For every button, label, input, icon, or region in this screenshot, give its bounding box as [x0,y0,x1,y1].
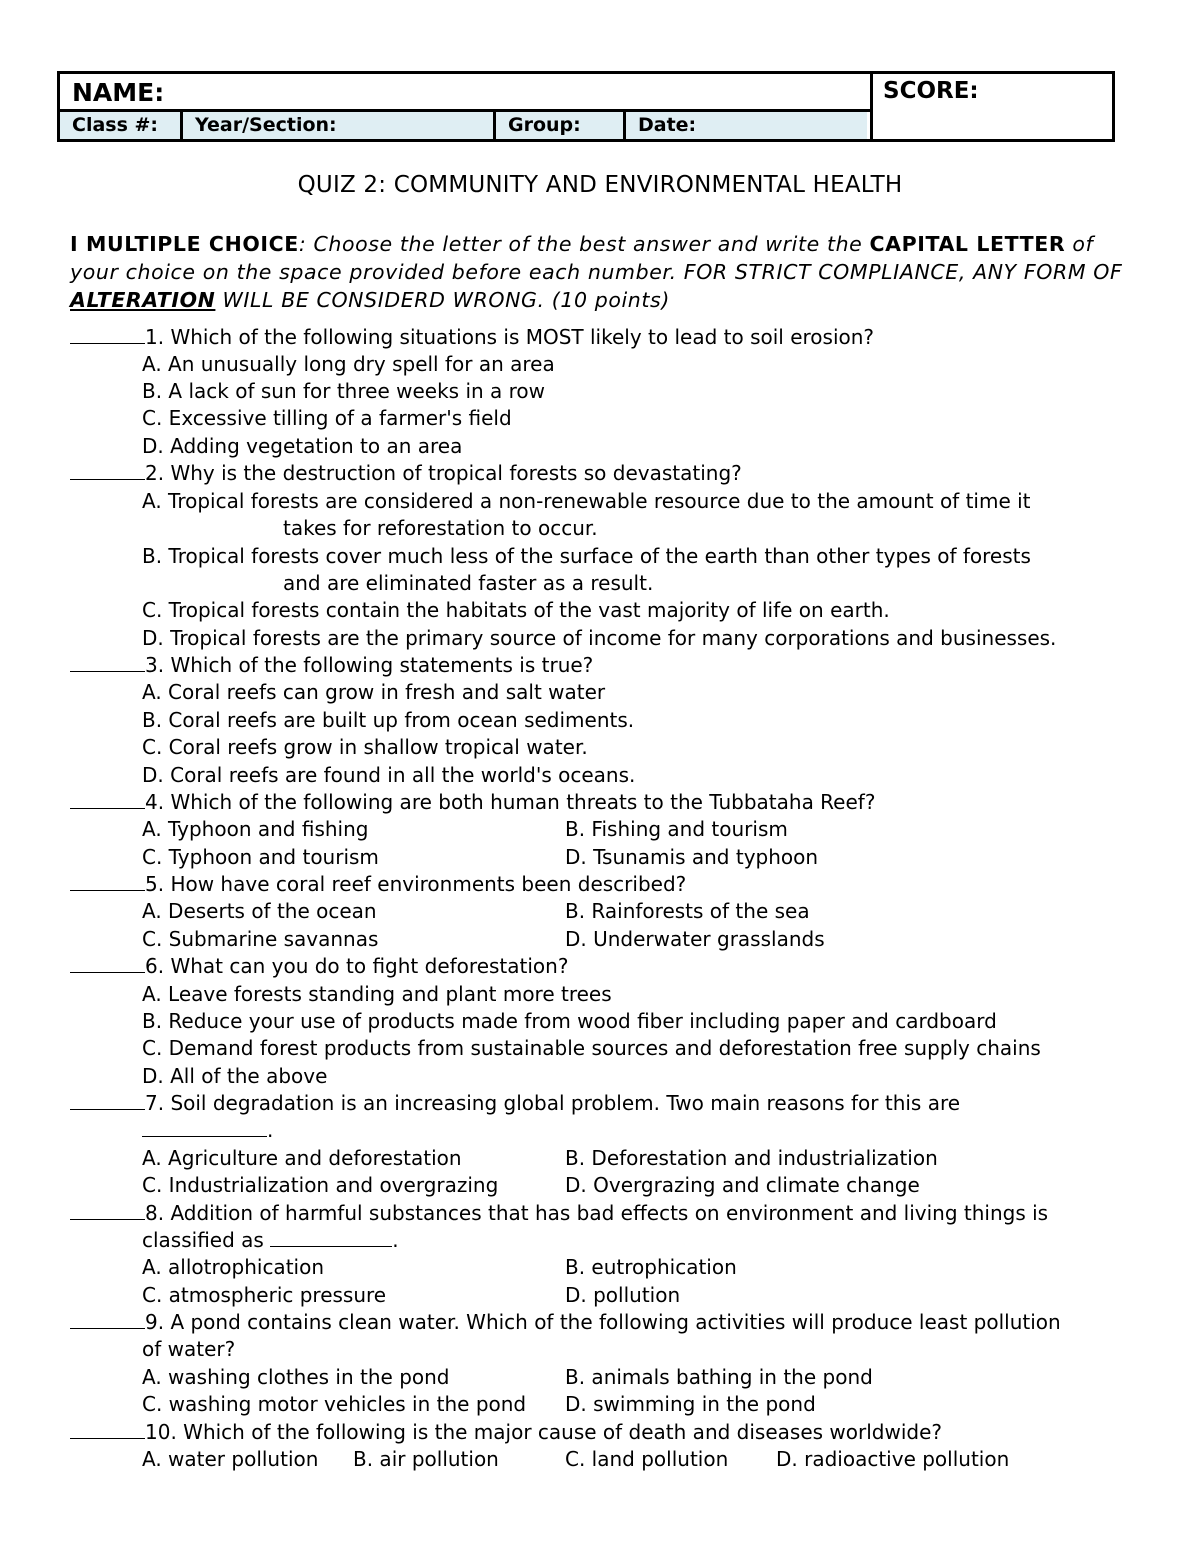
question-8-cont: classified as . [142,1228,399,1252]
answer-blank[interactable] [70,653,145,672]
question-4 [70,790,875,814]
choice-2a: A. Tropical forests are considered a non-renewable resource due to the amount of time it [142,489,1031,513]
choice-5c: C. Submarine savannas [142,927,379,951]
question-text: 3. Which of the following statements is true? [145,653,594,677]
question-1 [70,325,874,349]
question-7 [70,1091,960,1115]
choice-9d: D. swimming in the pond [565,1392,816,1416]
choice-5d: D. Underwater grasslands [565,927,825,951]
fill-blank-8[interactable] [270,1230,392,1247]
name-label: NAME: [72,78,165,107]
choice-3b: B. Coral reefs are built up from ocean sediments. [142,708,635,732]
choice-10c: C. land pollution [565,1447,729,1471]
choice-4b: B. Fishing and tourism [565,817,788,841]
instructions [70,230,1140,314]
year-section-field[interactable]: Year/Section: [183,112,496,139]
choice-1b: B. A lack of sun for three weeks in a row [142,379,546,403]
choice-9b: B. animals bathing in the pond [565,1365,873,1389]
choice-4a: A. Typhoon and fishing [142,817,369,841]
choice-8d: D. pollution [565,1283,681,1307]
instructions-text: WILL BE CONSIDERD WRONG. (10 points) [215,288,670,312]
question-text: 4. Which of the following are both human threats to the Tubbataha Reef? [145,790,876,814]
choice-4d: D. Tsunamis and typhoon [565,845,819,869]
fill-blank-7[interactable]: . [142,1118,273,1142]
question-text: 7. Soil degradation is an increasing global problem. Two main reasons for this are [145,1091,961,1115]
choice-7a: A. Agriculture and deforestation [142,1146,462,1170]
answer-blank[interactable] [70,325,145,344]
choice-3a: A. Coral reefs can grow in fresh and salt water [142,680,606,704]
question-text: 10. Which of the following is the major cause of death and diseases worldwide? [145,1420,943,1444]
score-field[interactable] [873,74,1112,139]
choice-6d: D. All of the above [142,1064,328,1088]
choice-2b: B. Tropical forests cover much less of the surface of the earth than other types of forests [142,544,1031,568]
choice-10a: A. water pollution [142,1447,319,1471]
question-3 [70,653,593,677]
choice-8b: B. eutrophication [565,1255,737,1279]
instructions-emphasis: CAPITAL LETTER [869,232,1066,256]
section-heading: I MULTIPLE CHOICE [70,232,299,256]
score-label: SCORE: [883,78,979,104]
quiz-title: QUIZ 2: COMMUNITY AND ENVIRONMENTAL HEALTH [297,172,903,198]
choice-5b: B. Rainforests of the sea [565,899,810,923]
answer-blank[interactable] [70,1420,145,1439]
answer-blank[interactable] [70,1310,145,1329]
question-5 [70,872,686,896]
question-6 [70,954,568,978]
choice-2d: D. Tropical forests are the primary source of income for many corporations and businesses. [142,626,1057,650]
question-8 [70,1201,1048,1225]
answer-blank[interactable] [70,790,145,809]
choice-6a: A. Leave forests standing and plant more trees [142,982,612,1006]
instructions-alteration: ALTERATION [70,288,216,312]
question-text: 8. Addition of harmful substances that has bad effects on environment and living things is [145,1201,1049,1225]
question-text: 9. A pond contains clean water. Which of the following activities will produce least pollution [145,1310,1061,1334]
choice-3c: C. Coral reefs grow in shallow tropical water. [142,735,588,759]
class-field[interactable]: Class #: [60,112,183,139]
question-text: 2. Why is the destruction of tropical forests so devastating? [145,461,742,485]
student-info-box [57,71,1115,142]
choice-2c: C. Tropical forests contain the habitats of the vast majority of life on earth. [142,598,890,622]
choice-10b: B. air pollution [353,1447,499,1471]
choice-1a: A. An unusually long dry spell for an area [142,352,555,376]
choice-6c: C. Demand forest products from sustainable sources and deforestation free supply chains [142,1036,1041,1060]
choice-2a-cont: takes for reforestation to occur. [283,516,598,540]
choice-3d: D. Coral reefs are found in all the world's oceans. [142,763,636,787]
choice-5a: A. Deserts of the ocean [142,899,377,923]
question-9 [70,1310,1061,1334]
info-row [60,112,873,139]
question-text: 1. Which of the following situations is MOST likely to lead to soil erosion? [145,325,875,349]
question-9-cont: of water? [142,1337,236,1361]
choice-8c: C. atmospheric pressure [142,1283,387,1307]
choice-6b: B. Reduce your use of products made from wood fiber including paper and cardboard [142,1009,997,1033]
question-text: classified as [142,1228,264,1252]
choice-9a: A. washing clothes in the pond [142,1365,450,1389]
answer-blank[interactable] [70,872,145,891]
name-field[interactable] [60,74,873,112]
answer-blank[interactable] [70,461,145,480]
group-field[interactable]: Group: [496,112,626,139]
answer-blank[interactable] [70,954,145,973]
choice-7d: D. Overgrazing and climate change [565,1173,920,1197]
date-field[interactable]: Date: [626,112,867,139]
choice-1c: C. Excessive tilling of a farmer's field [142,406,512,430]
instructions-text: of your choice on the space provided before each number. FOR STRICT COMPLIANCE, ANY FORM OF [70,232,1123,284]
question-text: 5. How have coral reef environments been described? [145,872,687,896]
choice-10d: D. radioactive pollution [776,1447,1010,1471]
choice-7b: B. Deforestation and industrialization [565,1146,938,1170]
question-text: 6. What can you do to fight deforestation? [145,954,569,978]
answer-blank[interactable] [70,1201,145,1220]
choice-1d: D. Adding vegetation to an area [142,434,463,458]
choice-8a: A. allotrophication [142,1255,325,1279]
choice-2b-cont: and are eliminated faster as a result. [283,571,654,595]
instructions-text: : Choose the letter of the best answer and write the [298,232,870,256]
choice-4c: C. Typhoon and tourism [142,845,379,869]
question-2 [70,461,742,485]
choice-9c: C. washing motor vehicles in the pond [142,1392,527,1416]
question-10 [70,1420,942,1444]
choice-7c: C. Industrialization and overgrazing [142,1173,499,1197]
answer-blank[interactable] [70,1091,145,1110]
